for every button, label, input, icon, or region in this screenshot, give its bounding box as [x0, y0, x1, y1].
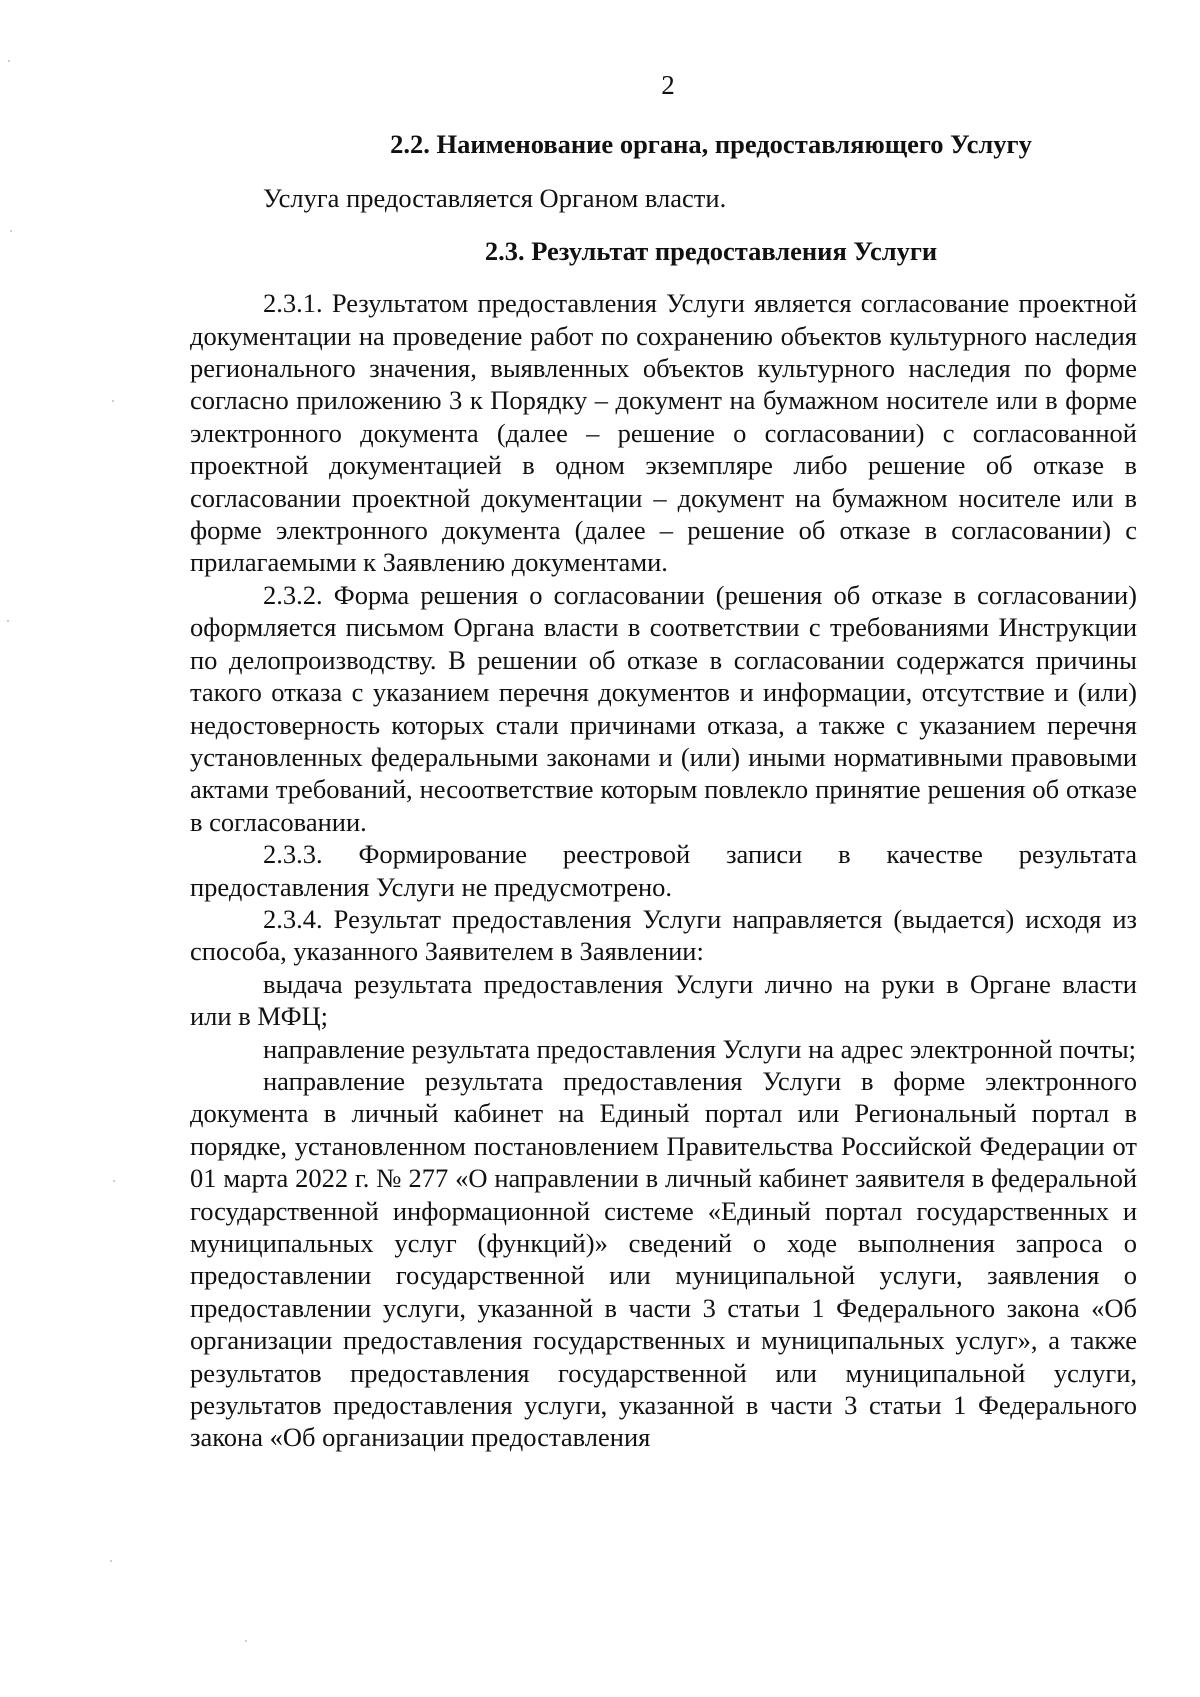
paragraph-2-3-2: 2.3.2. Форма решения о согласовании (решения об отказе в согласовании) оформляется письмом Органа власти в соответствии с требованиями Инструкции по делопроизводству. В решении об отказе в согласовании содержатся причины такого отказа с указанием перечня документов и информации, отсутствие и (или) недостоверность которых стали причинами отказа, а также с указанием перечня установленных федеральными законами и (или) иными нормативными правовыми актами требований, несоответствие которым повлекло принятие решения об отказе в согласовании.	[190, 579, 1137, 837]
scan-artifact	[113, 1180, 115, 1182]
section-2-2-heading: 2.2. Наименование органа, предоставляющего Услугу	[390, 129, 1032, 159]
page-number: 2	[661, 70, 675, 100]
scan-artifact	[245, 1640, 247, 1642]
paragraph-2-3-4: 2.3.4. Результат предоставления Услуги направляется (выдается) исходя из способа, указанного Заявителем в Заявлении:	[190, 903, 1137, 967]
list-item-email: направление результата предоставления Услуги на адрес электронной почты;	[263, 1033, 1136, 1064]
scan-artifact	[8, 60, 10, 62]
scan-artifact	[112, 400, 114, 402]
scan-artifact	[110, 1560, 112, 1562]
section-2-3-heading: 2.3. Результат предоставления Услуги	[484, 235, 938, 266]
paragraph-2-3-3: 2.3.3. Формирование реестровой записи в качестве результата предоставления Услуги не предусмотрено.	[190, 839, 1137, 902]
list-item-personal-account: направление результата предоставления Услуги в форме электронного документа в личный кабинет на Единый портал или Региональный портал в порядке, установленном постановлением Правительства Российской Федерации от 01 марта 2022 г. № 277 «О направлении в личный кабинет заявителя в федеральной государственной информационной системе «Единый портал государственных и муниципальных услуг (функций)» сведений о ходе выполнения запроса о предоставлении государственной или муниципальной услуги, заявления о предоставлении услуги, указанной в части 3 статьи 1 Федерального закона «Об организации предоставления государственных и муниципальных услуг», а также результатов предоставления государственной или муниципальной услуги, результатов предоставления услуги, указанной в части 3 статьи 1 Федерального закона «Об организации предоставления	[190, 1065, 1137, 1453]
scan-artifact	[7, 620, 9, 622]
paragraph-2-3-1: 2.3.1. Результатом предоставления Услуги является согласование проектной документации на проведение работ по сохранению объектов культурного наследия регионального значения, выявленных объектов культурного наследия по форме согласно приложению 3 к Порядку – документ на бумажном носителе или в форме электронного документа (далее – решение о согласовании) с согласованной проектной документацией в одном экземпляре либо решение об отказе в согласовании проектной документации – документ на бумажном носителе или в форме электронного документа (далее – решение об отказе в согласовании) с прилагаемыми к Заявлению документами.	[190, 288, 1137, 578]
scan-artifact	[10, 230, 12, 232]
section-2-2-text: Услуга предоставляется Органом власти.	[263, 183, 727, 214]
list-item-in-person: выдача результата предоставления Услуги лично на руки в Органе власти или в МФЦ;	[190, 968, 1137, 1032]
document-body	[190, 128, 1137, 1454]
